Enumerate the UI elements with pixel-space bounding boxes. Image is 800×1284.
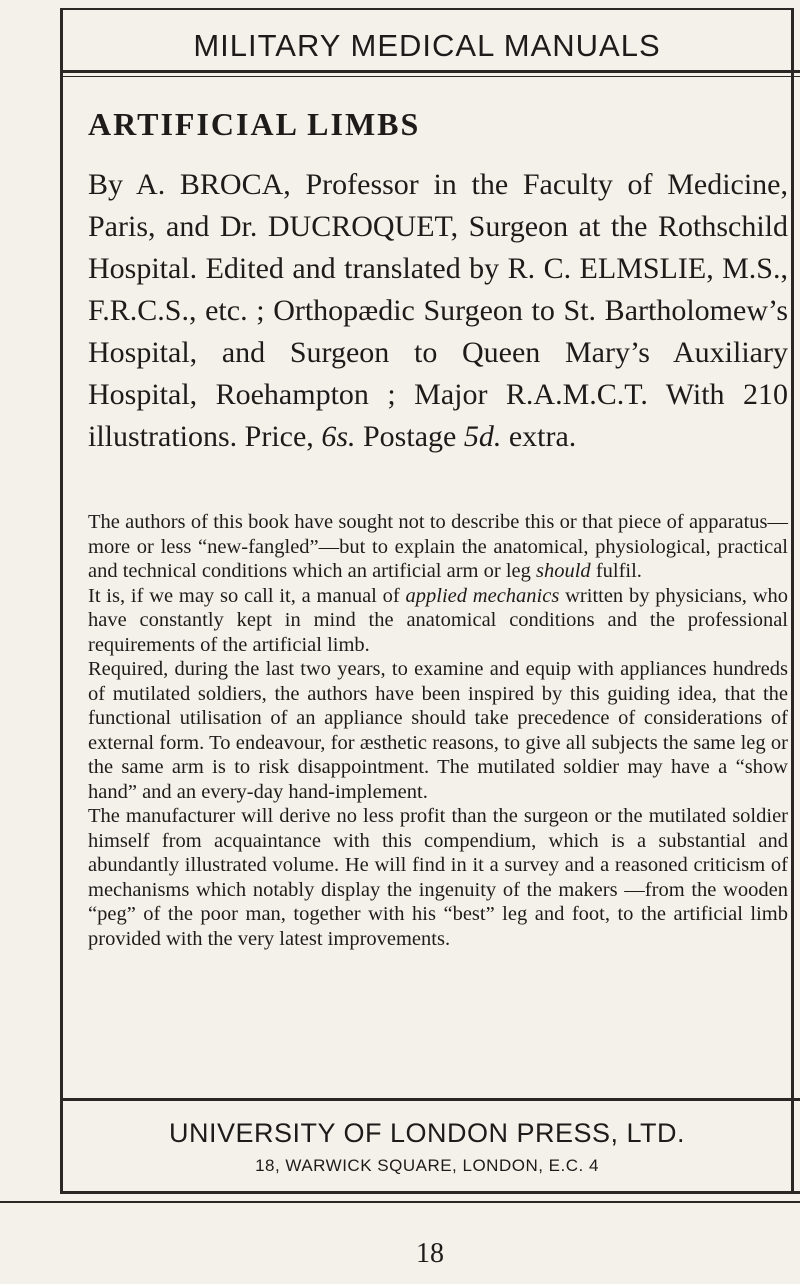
footer-rule bbox=[63, 1098, 800, 1101]
blurb-emphasis: should bbox=[536, 560, 591, 582]
blurb-paragraph-2 bbox=[88, 584, 788, 658]
blurb-text: written by physicians, who have constantly kept in mind the anatomical conditions and the professional requirements of the artificial limb. bbox=[88, 584, 789, 656]
blurb-paragraph-4: The manufacturer will derive no less profit than the surgeon or the mutilated soldier himself from acquaintance with this compendium, which is a substantial and abundantly illustrated volume. He will find in it a survey and a reasoned criticism of mechanisms which notably display the ingenuity of the makers —from the wooden “peg” of the poor man, together with his “best” leg and foot, to the artificial limb provided with the very latest improvements. bbox=[88, 805, 788, 950]
description-text: By A. BROCA, Professor in the Faculty of Medicine, Paris, and Dr. DUCROQUET, Surgeon at the Rothschild Hospital. Edited and translated by R. C. ELMSLIE, M.S., F.R.C.S., etc. ; Orthopædic Surgeon to St. Bartholomew’s Hospital, and Surgeon to Queen Mary’s Auxiliary Hospital, Roehampton ; Major R.A.M.C.T. With 210 illustrations. Price, bbox=[88, 168, 788, 453]
blurb-paragraph-1 bbox=[88, 510, 788, 584]
description-text-postage: Postage bbox=[355, 420, 464, 453]
book-title: ARTIFICIAL LIMBS bbox=[88, 106, 421, 142]
top-rule-thin bbox=[63, 76, 800, 77]
price: 6s. bbox=[321, 420, 356, 453]
top-rule bbox=[63, 70, 800, 73]
postage: 5d. bbox=[463, 420, 502, 453]
publisher-name: UNIVERSITY OF LONDON PRESS, LTD. bbox=[168, 1118, 686, 1148]
bottom-rule bbox=[60, 1191, 800, 1194]
page-number: 18 bbox=[416, 1238, 444, 1269]
publisher-address: 18, WARWICK SQUARE, LONDON, E.C. 4 bbox=[255, 1156, 599, 1175]
blurb-text: The authors of this book have sought not to describe this or that piece of apparatus—more or less “new-fangled”—but to explain the anatomical, physiological, practical and technical conditions which an artificial arm or leg bbox=[88, 511, 788, 582]
blurb-paragraph-3: Required, during the last two years, to examine and equip with appliances hundreds of mutilated soldiers, the authors have been inspired by this guiding idea, that the functional utilisation of an appliance should take precedence of considerations of external form. To endeavour, for æsthetic reasons, to give all subjects the same leg or the same arm is to risk disappointment. The mutilated soldier may have a “show hand” and an every-day hand-implement. bbox=[88, 658, 788, 803]
book-description bbox=[88, 164, 788, 458]
book-blurb bbox=[88, 510, 788, 951]
description-text-extra: extra. bbox=[501, 420, 577, 453]
bottom-rule-outer bbox=[0, 1201, 800, 1203]
blurb-emphasis: applied mechanics bbox=[405, 584, 560, 607]
blurb-text: It is, if we may so call it, a manual of bbox=[88, 584, 406, 607]
blurb-text: fulfil. bbox=[590, 560, 642, 582]
series-title: MILITARY MEDICAL MANUALS bbox=[193, 28, 661, 63]
